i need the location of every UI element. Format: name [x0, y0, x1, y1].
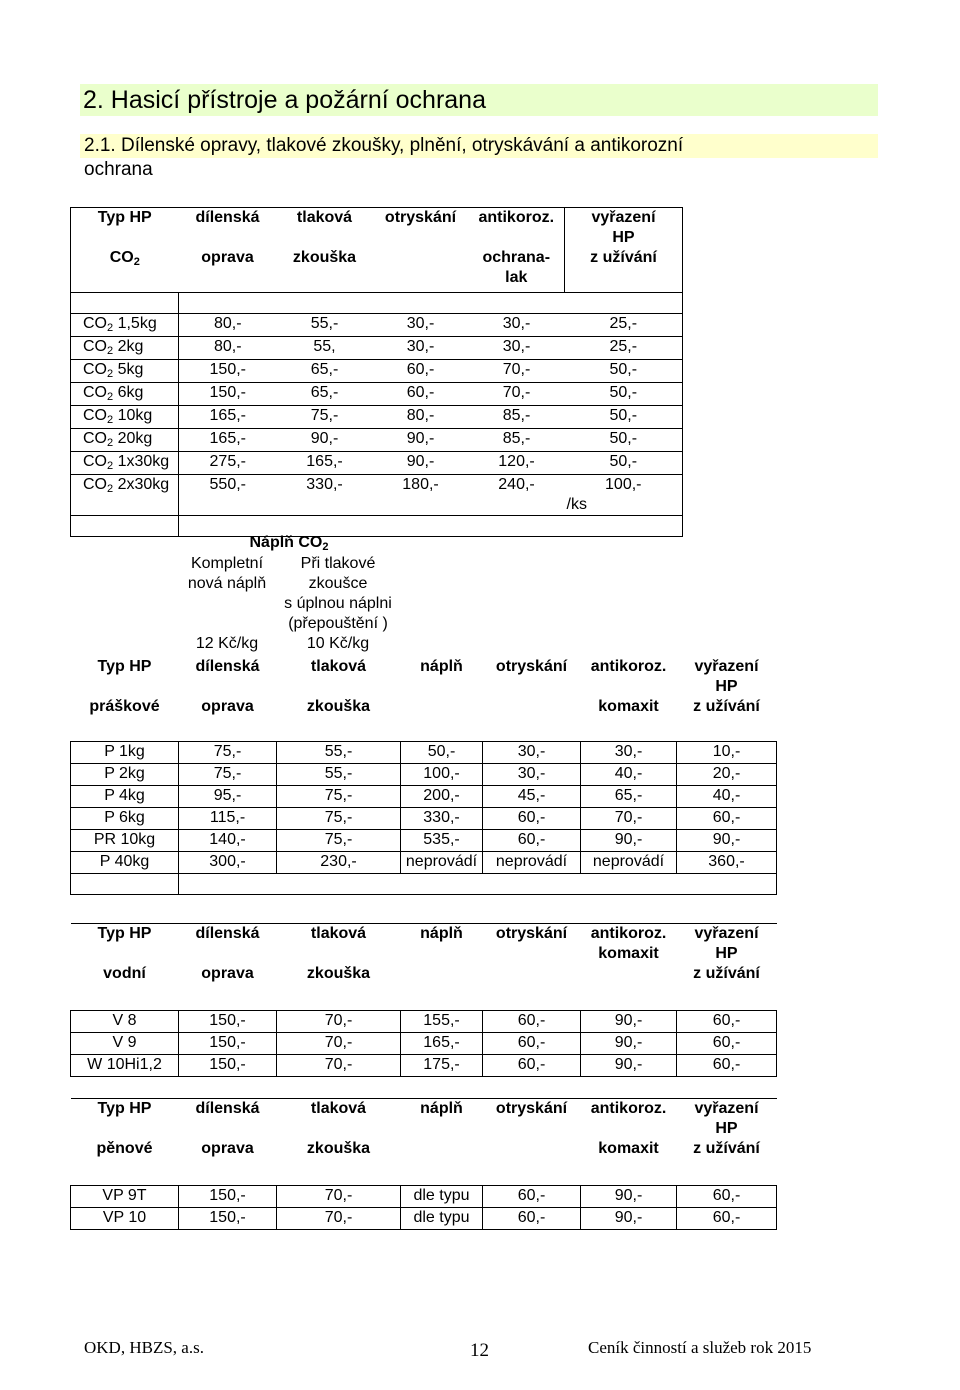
table-row [71, 360, 683, 383]
praskove-value-cell: 50,- [401, 742, 483, 764]
footer-title: Ceník činností a služeb rok 2015 [588, 1338, 812, 1357]
praskove-value-cell: 45,- [483, 786, 581, 808]
powder-header-decommission: vyřazení HP z užívání [693, 658, 760, 715]
co2-header-pressure: tlaková zkouška [277, 208, 373, 293]
co2-refill-complete: Kompletní nová náplň [187, 555, 267, 592]
co2-value-cell: 85,- [469, 429, 565, 452]
praskove-value-cell: 300,- [179, 852, 277, 874]
vodni-type-cell: W 10Hi1,2 [71, 1055, 179, 1077]
co2-value-cell: 55,- [277, 314, 373, 337]
vodni-value-cell: 155,- [401, 1011, 483, 1033]
vodni-value-cell: 70,- [277, 1055, 401, 1077]
foam-header-blasting: otryskání [483, 1099, 581, 1186]
water-header-decommission: vyřazení HP z užívání [677, 924, 777, 1011]
vodni-value-cell: 60,- [483, 1033, 581, 1055]
co2-value-cell: 50,- [565, 406, 683, 429]
vodni-value-cell: 70,- [277, 1011, 401, 1033]
co2-value-cell: 165,- [179, 429, 277, 452]
powder-header-row [71, 657, 777, 742]
praskove-value-cell: 230,- [277, 852, 401, 874]
vodni-value-cell: 60,- [677, 1033, 777, 1055]
co2-value-cell: 65,- [277, 360, 373, 383]
praskove-value-cell: 100,- [401, 764, 483, 786]
subsection-heading-line1: 2.1. Dílenské opravy, tlakové zkoušky, plnění, otryskávání a antikorozní [80, 134, 878, 158]
praskove-value-cell: 535,- [401, 830, 483, 852]
praskove-value-cell: 90,- [581, 830, 677, 852]
table-row [71, 452, 683, 475]
co2-value-cell: 85,- [469, 406, 565, 429]
penove-value-cell: dle typu [401, 1208, 483, 1230]
vodni-value-cell: 60,- [677, 1055, 777, 1077]
praskove-type-cell: P 40kg [71, 852, 179, 874]
co2-value-cell: 90,- [373, 429, 469, 452]
praskove-value-cell: 30,- [581, 742, 677, 764]
penove-type-cell: VP 9T [71, 1186, 179, 1208]
vodni-value-cell: 70,- [277, 1033, 401, 1055]
penove-type-cell: VP 10 [71, 1208, 179, 1230]
table-row [71, 475, 683, 516]
table-row [71, 786, 777, 808]
co2-refill-price-pressure: 10 Kč/kg [306, 635, 370, 652]
water-header-anticorrosion: antikoroz. komaxit [581, 924, 677, 1011]
co2-value-cell: 70,- [469, 383, 565, 406]
section-heading: 2. Hasicí přístroje a požární ochrana [80, 84, 878, 116]
co2-value-cell: 165,- [277, 452, 373, 475]
co2-value-cell: 25,- [565, 337, 683, 360]
co2-refill-block [178, 533, 400, 654]
water-header-pressure: tlaková zkouška [277, 924, 401, 1011]
co2-header-anticorrosion: antikoroz. ochrana- lak [469, 208, 565, 293]
praskove-type-cell: P 4kg [71, 786, 179, 808]
co2-value-cell: 90,- [277, 429, 373, 452]
praskove-value-cell: 75,- [277, 830, 401, 852]
co2-type-cell: CO2 1x30kg [71, 452, 179, 475]
table-row [71, 764, 777, 786]
co2-value-cell: 50,- [565, 360, 683, 383]
co2-value-cell: 70,- [469, 360, 565, 383]
foam-header-repair: dílenská oprava [179, 1099, 277, 1186]
powder-header-fill: náplň [420, 658, 463, 675]
powder-header-repair: dílenská oprava [195, 658, 260, 715]
water-header-row [71, 924, 777, 1011]
praskove-value-cell: neprovádí [581, 852, 677, 874]
vodni-value-cell: 90,- [581, 1055, 677, 1077]
table-row [71, 852, 777, 874]
praskove-value-cell: 30,- [483, 764, 581, 786]
co2-type-cell: CO2 2x30kg [71, 475, 179, 516]
praskove-value-cell: 60,- [483, 808, 581, 830]
water-header-blasting: otryskání [483, 924, 581, 1011]
footer-page-number: 12 [470, 1340, 489, 1361]
table-row [71, 830, 777, 852]
praskove-value-cell: 75,- [179, 764, 277, 786]
co2-refill-title: Náplň CO2 [249, 534, 329, 553]
vodni-value-cell: 150,- [179, 1011, 277, 1033]
co2-value-cell: 80,- [179, 337, 277, 360]
powder-header-pressure: tlaková zkouška [306, 658, 371, 715]
co2-type-cell: CO2 10kg [71, 406, 179, 429]
footer-company: OKD, HBZS, a.s. [84, 1338, 204, 1357]
co2-value-cell: 50,- [565, 383, 683, 406]
praskove-value-cell: neprovádí [483, 852, 581, 874]
table-row [71, 314, 683, 337]
vodni-value-cell: 60,- [483, 1011, 581, 1033]
table-row [71, 742, 777, 764]
vodni-value-cell: 150,- [179, 1055, 277, 1077]
penove-value-cell: 60,- [677, 1186, 777, 1208]
praskove-value-cell: 55,- [277, 742, 401, 764]
praskove-value-cell: 60,- [483, 830, 581, 852]
co2-type-cell: CO2 2kg [71, 337, 179, 360]
table-row [71, 1033, 777, 1055]
vodni-value-cell: 60,- [677, 1011, 777, 1033]
foam-header-row [71, 1099, 777, 1186]
co2-value-cell: 75,- [277, 406, 373, 429]
co2-header-repair: dílenská oprava [179, 208, 277, 293]
praskove-value-cell: 65,- [581, 786, 677, 808]
co2-header-blasting: otryskání [373, 208, 469, 293]
praskove-value-cell: 60,- [677, 808, 777, 830]
co2-value-cell: 150,- [179, 360, 277, 383]
co2-type-cell: CO2 20kg [71, 429, 179, 452]
penove-value-cell: 90,- [581, 1186, 677, 1208]
praskove-value-cell: 140,- [179, 830, 277, 852]
table-row [71, 1208, 777, 1230]
powder-header-blasting: otryskání [495, 658, 568, 675]
vodni-value-cell: 90,- [581, 1033, 677, 1055]
co2-per-piece-note: /ks [566, 496, 587, 513]
foam-header-pressure: tlaková zkouška [277, 1099, 401, 1186]
co2-value-cell: 165,- [179, 406, 277, 429]
penove-value-cell: 60,- [677, 1208, 777, 1230]
co2-type-cell: CO2 1,5kg [71, 314, 179, 337]
praskove-value-cell: 200,- [401, 786, 483, 808]
praskove-value-cell: 95,- [179, 786, 277, 808]
co2-price-table [70, 207, 683, 537]
co2-type-cell: CO2 6kg [71, 383, 179, 406]
co2-value-cell: 90,- [373, 452, 469, 475]
penove-value-cell: 150,- [179, 1186, 277, 1208]
penove-value-cell: 70,- [277, 1208, 401, 1230]
co2-header-row [71, 208, 683, 293]
foam-header-fill: náplň [401, 1099, 483, 1186]
co2-value-cell: 240,- [469, 475, 565, 516]
praskove-value-cell: 75,- [277, 786, 401, 808]
praskove-value-cell: 10,- [677, 742, 777, 764]
powder-header-type: Typ HP práškové [89, 658, 160, 715]
vodni-value-cell: 60,- [483, 1055, 581, 1077]
vodni-value-cell: 90,- [581, 1011, 677, 1033]
praskove-type-cell: PR 10kg [71, 830, 179, 852]
penove-value-cell: 60,- [483, 1208, 581, 1230]
penove-value-cell: 70,- [277, 1186, 401, 1208]
co2-value-cell: 30,- [373, 314, 469, 337]
vodni-type-cell: V 9 [71, 1033, 179, 1055]
vodni-value-cell: 165,- [401, 1033, 483, 1055]
co2-value-cell: 180,- [373, 475, 469, 516]
co2-value-cell: 50,- [565, 429, 683, 452]
co2-value-cell: 330,- [277, 475, 373, 516]
co2-header-type: Typ HP CO2 [71, 208, 179, 293]
praskove-type-cell: P 6kg [71, 808, 179, 830]
praskove-value-cell: 75,- [179, 742, 277, 764]
praskove-value-cell: 40,- [677, 786, 777, 808]
co2-value-cell: 30,- [469, 314, 565, 337]
co2-refill-pressure: Při tlakové zkoušce s úplnou náplni (přepouštění ) [284, 555, 392, 632]
water-price-table [70, 923, 777, 1077]
praskove-value-cell: 55,- [277, 764, 401, 786]
co2-value-cell: 80,- [373, 406, 469, 429]
co2-value-cell: 80,- [179, 314, 277, 337]
vodni-value-cell: 175,- [401, 1055, 483, 1077]
penove-value-cell: dle typu [401, 1186, 483, 1208]
water-header-type: Typ HP vodní [71, 924, 179, 1011]
table-row [71, 429, 683, 452]
co2-value-cell: 550,- [179, 475, 277, 516]
co2-value-cell: 55, [277, 337, 373, 360]
praskove-value-cell: 20,- [677, 764, 777, 786]
praskove-type-cell: P 1kg [71, 742, 179, 764]
foam-header-type: Typ HP pěnové [71, 1099, 179, 1186]
co2-value-cell: 100,- /ks [565, 475, 683, 516]
table-row [71, 1055, 777, 1077]
praskove-value-cell: 115,- [179, 808, 277, 830]
co2-value-cell: 275,- [179, 452, 277, 475]
co2-type-cell: CO2 5kg [71, 360, 179, 383]
foam-header-anticorrosion: antikoroz. komaxit [581, 1099, 677, 1186]
foam-price-table [70, 1098, 777, 1230]
penove-value-cell: 60,- [483, 1186, 581, 1208]
vodni-value-cell: 150,- [179, 1033, 277, 1055]
table-row [71, 1186, 777, 1208]
water-header-repair: dílenská oprava [179, 924, 277, 1011]
praskove-value-cell: neprovádí [401, 852, 483, 874]
co2-value-cell: 120,- [469, 452, 565, 475]
co2-value-cell: 30,- [373, 337, 469, 360]
penove-value-cell: 150,- [179, 1208, 277, 1230]
table-row [71, 406, 683, 429]
co2-value-cell: 50,- [565, 452, 683, 475]
praskove-type-cell: P 2kg [71, 764, 179, 786]
foam-header-decommission: vyřazení HP z užívání [677, 1099, 777, 1186]
co2-value-cell: 60,- [373, 360, 469, 383]
co2-value-cell: 25,- [565, 314, 683, 337]
co2-value-cell: 60,- [373, 383, 469, 406]
praskove-value-cell: 40,- [581, 764, 677, 786]
praskove-value-cell: 360,- [677, 852, 777, 874]
powder-header-anticorrosion: antikoroz. komaxit [590, 658, 667, 715]
powder-price-table [70, 657, 777, 895]
subsection-heading-line2: ochrana [84, 159, 153, 180]
subsection-heading [80, 134, 878, 182]
table-row [71, 1011, 777, 1033]
table-row [71, 808, 777, 830]
vodni-type-cell: V 8 [71, 1011, 179, 1033]
praskove-value-cell: 90,- [677, 830, 777, 852]
praskove-value-cell: 75,- [277, 808, 401, 830]
praskove-value-cell: 30,- [483, 742, 581, 764]
praskove-value-cell: 330,- [401, 808, 483, 830]
co2-header-decommission: vyřazení HP z užívání [565, 208, 683, 293]
table-row [71, 337, 683, 360]
co2-value-cell: 65,- [277, 383, 373, 406]
co2-refill-price-new: 12 Kč/kg [195, 635, 259, 652]
co2-value-cell: 150,- [179, 383, 277, 406]
table-row [71, 383, 683, 406]
praskove-value-cell: 70,- [581, 808, 677, 830]
water-header-fill: náplň [401, 924, 483, 1011]
co2-value-cell: 30,- [469, 337, 565, 360]
penove-value-cell: 90,- [581, 1208, 677, 1230]
